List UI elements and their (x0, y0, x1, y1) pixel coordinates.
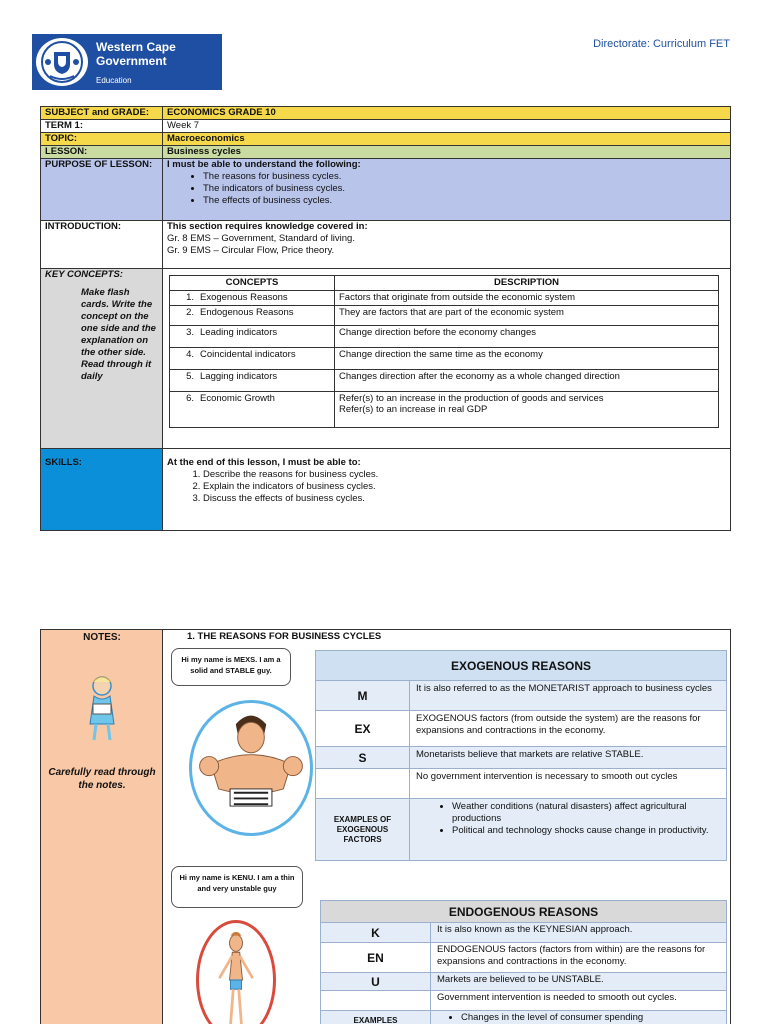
concept-description: Factors that originate from outside the economic system (335, 291, 719, 306)
table-row (316, 769, 727, 799)
notes-sidebar (41, 630, 163, 1024)
kenu-speech-bubble: Hi my name is KENU. I am a thin and very unstable guy (171, 866, 303, 908)
list-item: 2. Explain the indicators of business cycles. (203, 481, 726, 493)
logo-line-3: Education (96, 76, 132, 85)
endogenous-key: EN (321, 943, 431, 973)
page-header (0, 0, 768, 100)
table-row (170, 306, 719, 326)
exogenous-examples-cell (410, 799, 727, 861)
subject-value: ECONOMICS GRADE 10 (163, 107, 731, 120)
topic-label: TOPIC: (41, 133, 163, 146)
exogenous-key: EX (316, 711, 410, 747)
endogenous-examples-list (461, 1012, 720, 1024)
topic-value: Macroeconomics (163, 133, 731, 146)
concept-description: Change direction before the economy changes (335, 326, 719, 348)
table-row (321, 1011, 727, 1024)
reading-person-icon (81, 674, 123, 744)
endogenous-examples-cell (431, 1011, 727, 1024)
endogenous-key: U (321, 973, 431, 991)
reasons-heading: 1. THE REASONS FOR BUSINESS CYCLES (187, 631, 382, 642)
endogenous-key: K (321, 923, 431, 943)
concept-description: They are factors that are part of the economic system (335, 306, 719, 326)
mexs-muscular-man-icon (189, 700, 313, 836)
exogenous-title: EXOGENOUS REASONS (316, 651, 727, 681)
logo-line-1: Western Cape (96, 40, 176, 54)
exogenous-text: No government intervention is necessary to smooth out cycles (410, 769, 727, 799)
directorate-label: Directorate: Curriculum FET (593, 38, 730, 50)
exogenous-text: Monetarists believe that markets are relative STABLE. (410, 747, 727, 769)
concept-description: Refer(s) to an increase in the production of goods and services (339, 393, 604, 404)
table-row (170, 348, 719, 370)
lesson-label: LESSON: (41, 146, 163, 159)
subject-label: SUBJECT and GRADE: (41, 107, 163, 120)
concept-name: Endogenous Reasons (200, 307, 294, 318)
lesson-table (40, 106, 731, 531)
table-row (316, 681, 727, 711)
concept-number: 6. (186, 393, 194, 404)
term-value: Week 7 (163, 120, 731, 133)
key-concepts-cell (41, 269, 163, 449)
endogenous-text: Government intervention is needed to smooth out cycles. (431, 991, 727, 1011)
endogenous-examples-key: EXAMPLES (321, 1011, 431, 1024)
introduction-heading: This section requires knowledge covered in: (167, 221, 368, 232)
coat-of-arms-icon (36, 38, 88, 86)
read-notes-instruction: Carefully read through the notes. (48, 767, 156, 791)
concepts-table (169, 275, 719, 428)
skills-intro: At the end of this lesson, I must be able to: (167, 457, 361, 468)
concept-name: Economic Growth (200, 393, 275, 404)
skills-cell (163, 449, 731, 531)
introduction-line-1: Gr. 8 EMS – Government, Standard of living. (167, 233, 355, 244)
wcg-logo (32, 34, 222, 90)
exogenous-key (316, 769, 410, 799)
purpose-intro: I must be able to understand the following: (167, 159, 361, 170)
table-row (321, 973, 727, 991)
exogenous-text: EXOGENOUS factors (from outside the system) are the reasons for expansions and contractions in the economy. (410, 711, 727, 747)
key-concepts-note: Make flash cards. Write the concept on the one side and the explanation on the other side. Read through it daily (81, 287, 156, 382)
table-row (170, 392, 719, 428)
list-item: • The indicators of business cycles. (203, 183, 726, 195)
concept-name: Leading indicators (200, 327, 278, 338)
list-item: 3. Discuss the effects of business cycles. (203, 493, 726, 505)
endogenous-text: Markets are believed to be UNSTABLE. (431, 973, 727, 991)
notes-section (40, 629, 731, 1024)
notes-label: NOTES: (83, 632, 121, 643)
table-row (321, 923, 727, 943)
exogenous-text: It is also referred to as the MONETARIST approach to business cycles (410, 681, 727, 711)
table-row (316, 747, 727, 769)
concept-number: 2. (186, 307, 194, 318)
kenu-thin-man-icon (196, 920, 276, 1024)
concepts-header: CONCEPTS (170, 276, 335, 291)
table-row (321, 943, 727, 973)
introduction-label: INTRODUCTION: (41, 221, 163, 269)
purpose-cell (163, 159, 731, 221)
skills-label: SKILLS: (41, 449, 163, 531)
exogenous-examples-list (452, 801, 720, 837)
purpose-label: PURPOSE OF LESSON: (41, 159, 163, 221)
table-row (170, 326, 719, 348)
concept-number: 4. (186, 349, 194, 360)
endogenous-table (320, 900, 727, 1024)
table-row (170, 291, 719, 306)
list-item: • The reasons for business cycles. (203, 171, 726, 183)
lesson-value: Business cycles (163, 146, 731, 159)
exogenous-key: M (316, 681, 410, 711)
purpose-list (203, 171, 726, 207)
endogenous-text: It is also known as the KEYNESIAN approach. (431, 923, 727, 943)
endogenous-title: ENDOGENOUS REASONS (321, 901, 727, 923)
endogenous-text: ENDOGENOUS factors (factors from within) are the reasons for expansions and contractions in the economy. (431, 943, 727, 973)
introduction-line-2: Gr. 9 EMS – Circular Flow, Price theory. (167, 245, 335, 256)
concepts-cell (163, 269, 731, 449)
table-row (316, 711, 727, 747)
concept-number: 5. (186, 371, 194, 382)
concept-name: Exogenous Reasons (200, 292, 288, 303)
term-label: TERM 1: (41, 120, 163, 133)
logo-line-2: Government (96, 54, 167, 68)
table-row (316, 799, 727, 861)
concept-name: Lagging indicators (200, 371, 278, 382)
concept-description: Changes direction after the economy as a whole changed direction (335, 370, 719, 392)
list-item: 1. Describe the reasons for business cycles. (203, 469, 726, 481)
list-item: • The effects of business cycles. (203, 195, 726, 207)
table-row (170, 370, 719, 392)
endogenous-key (321, 991, 431, 1011)
description-header: DESCRIPTION (335, 276, 719, 291)
concept-name: Coincidental indicators (200, 349, 296, 360)
exogenous-key: S (316, 747, 410, 769)
concept-description: Change direction the same time as the economy (335, 348, 719, 370)
introduction-cell (163, 221, 731, 269)
concept-number: 3. (186, 327, 194, 338)
list-item: • Changes in the level of consumer spending (461, 1012, 720, 1024)
key-concepts-label: KEY CONCEPTS: (45, 269, 123, 280)
concept-description-2: Refer(s) to an increase in real GDP (339, 404, 488, 415)
list-item: • Weather conditions (natural disasters) affect agricultural productions (452, 801, 720, 825)
skills-list (203, 469, 726, 505)
list-item: • Political and technology shocks cause change in productivity. (452, 825, 720, 837)
table-row (321, 991, 727, 1011)
exogenous-examples-key: EXAMPLES OF EXOGENOUS FACTORS (316, 799, 410, 861)
exogenous-table (315, 650, 727, 861)
mexs-speech-bubble: Hi my name is MEXS. I am a solid and STABLE guy. (171, 648, 291, 686)
concept-number: 1. (186, 292, 194, 303)
